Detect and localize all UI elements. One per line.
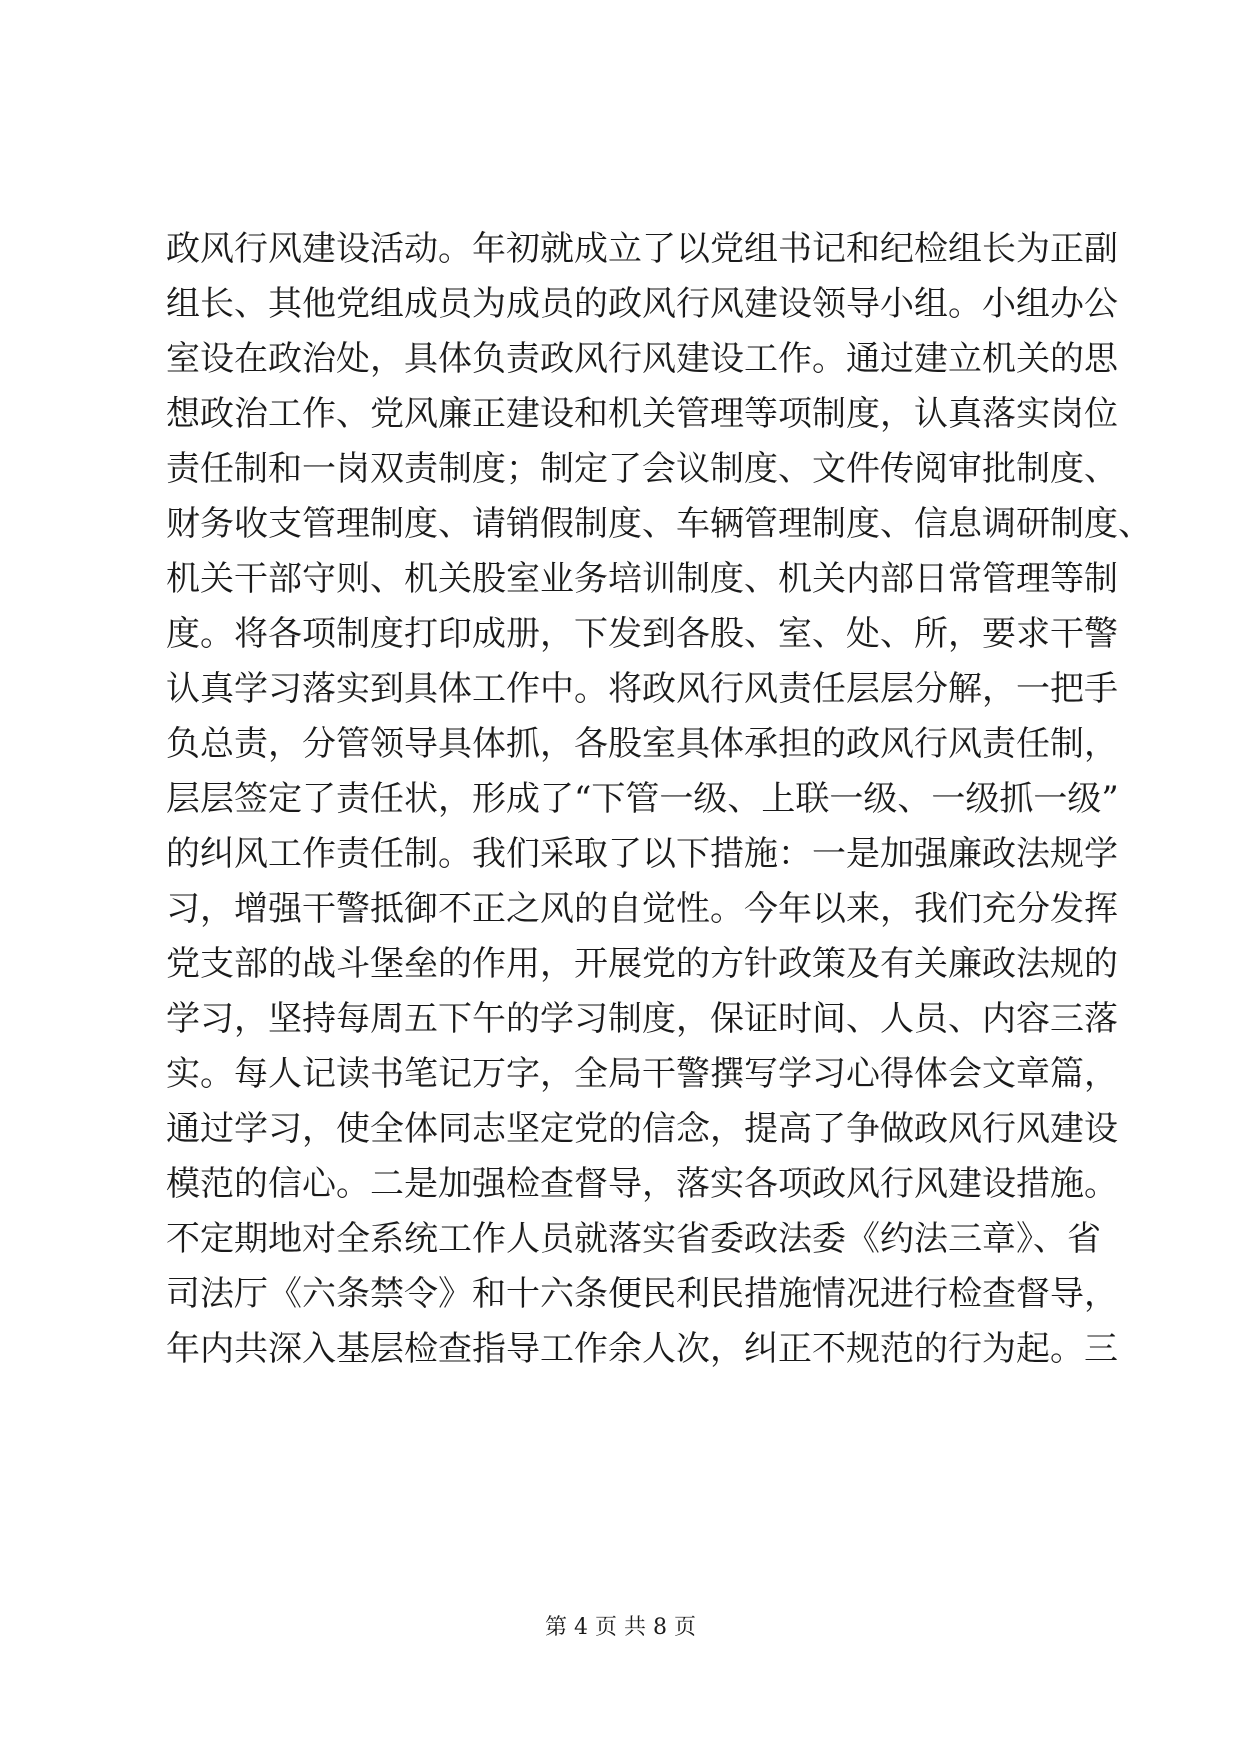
text-line: 不定期地对全系统工作人员就落实省委政法委《约法三章》、省	[166, 1219, 1101, 1259]
page-number-footer: 第 4 页 共 8 页	[545, 1615, 696, 1640]
text-line: 机关干部守则、机关股室业务培训制度、机关内部日常管理等制	[166, 559, 1118, 599]
text-line: 认真学习落实到具体工作中。将政风行风责任层层分解，一把手	[166, 669, 1118, 709]
text-line: 习，增强干警抵御不正之风的自觉性。今年以来，我们充分发挥	[166, 889, 1118, 929]
text-line: 责任制和一岗双责制度；制定了会议制度、文件传阅审批制度、	[166, 449, 1118, 489]
text-line: 想政治工作、党风廉正建设和机关管理等项制度，认真落实岗位	[166, 394, 1118, 434]
text-line: 负总责，分管领导具体抓，各股室具体承担的政风行风责任制，	[166, 724, 1118, 764]
text-line: 层层签定了责任状，形成了“下管一级、上联一级、一级抓一级”	[166, 779, 1119, 819]
text-line: 的纠风工作责任制。我们采取了以下措施：一是加强廉政法规学	[166, 834, 1118, 874]
text-line: 室设在政治处，具体负责政风行风建设工作。通过建立机关的思	[166, 339, 1118, 379]
text-line: 度。将各项制度打印成册，下发到各股、室、处、所，要求干警	[166, 614, 1118, 654]
text-line: 模范的信心。二是加强检查督导，落实各项政风行风建设措施。	[166, 1164, 1118, 1204]
text-line: 学习，坚持每周五下午的学习制度，保证时间、人员、内容三落	[166, 999, 1118, 1039]
body-text	[166, 222, 1152, 1377]
text-line: 司法厅《六条禁令》和十六条便民利民措施情况进行检查督导，	[166, 1274, 1118, 1314]
text-line: 组长、其他党组成员为成员的政风行风建设领导小组。小组办公	[166, 284, 1118, 324]
text-line: 党支部的战斗堡垒的作用，开展党的方针政策及有关廉政法规的	[166, 944, 1118, 984]
text-line: 通过学习，使全体同志坚定党的信念，提高了争做政风行风建设	[166, 1109, 1118, 1149]
text-line: 政风行风建设活动。年初就成立了以党组书记和纪检组长为正副	[166, 229, 1118, 269]
text-line: 财务收支管理制度、请销假制度、车辆管理制度、信息调研制度、	[166, 504, 1152, 544]
text-line: 实。每人记读书笔记万字，全局干警撰写学习心得体会文章篇，	[166, 1054, 1118, 1094]
text-line: 年内共深入基层检查指导工作余人次，纠正不规范的行为起。三	[166, 1329, 1118, 1369]
